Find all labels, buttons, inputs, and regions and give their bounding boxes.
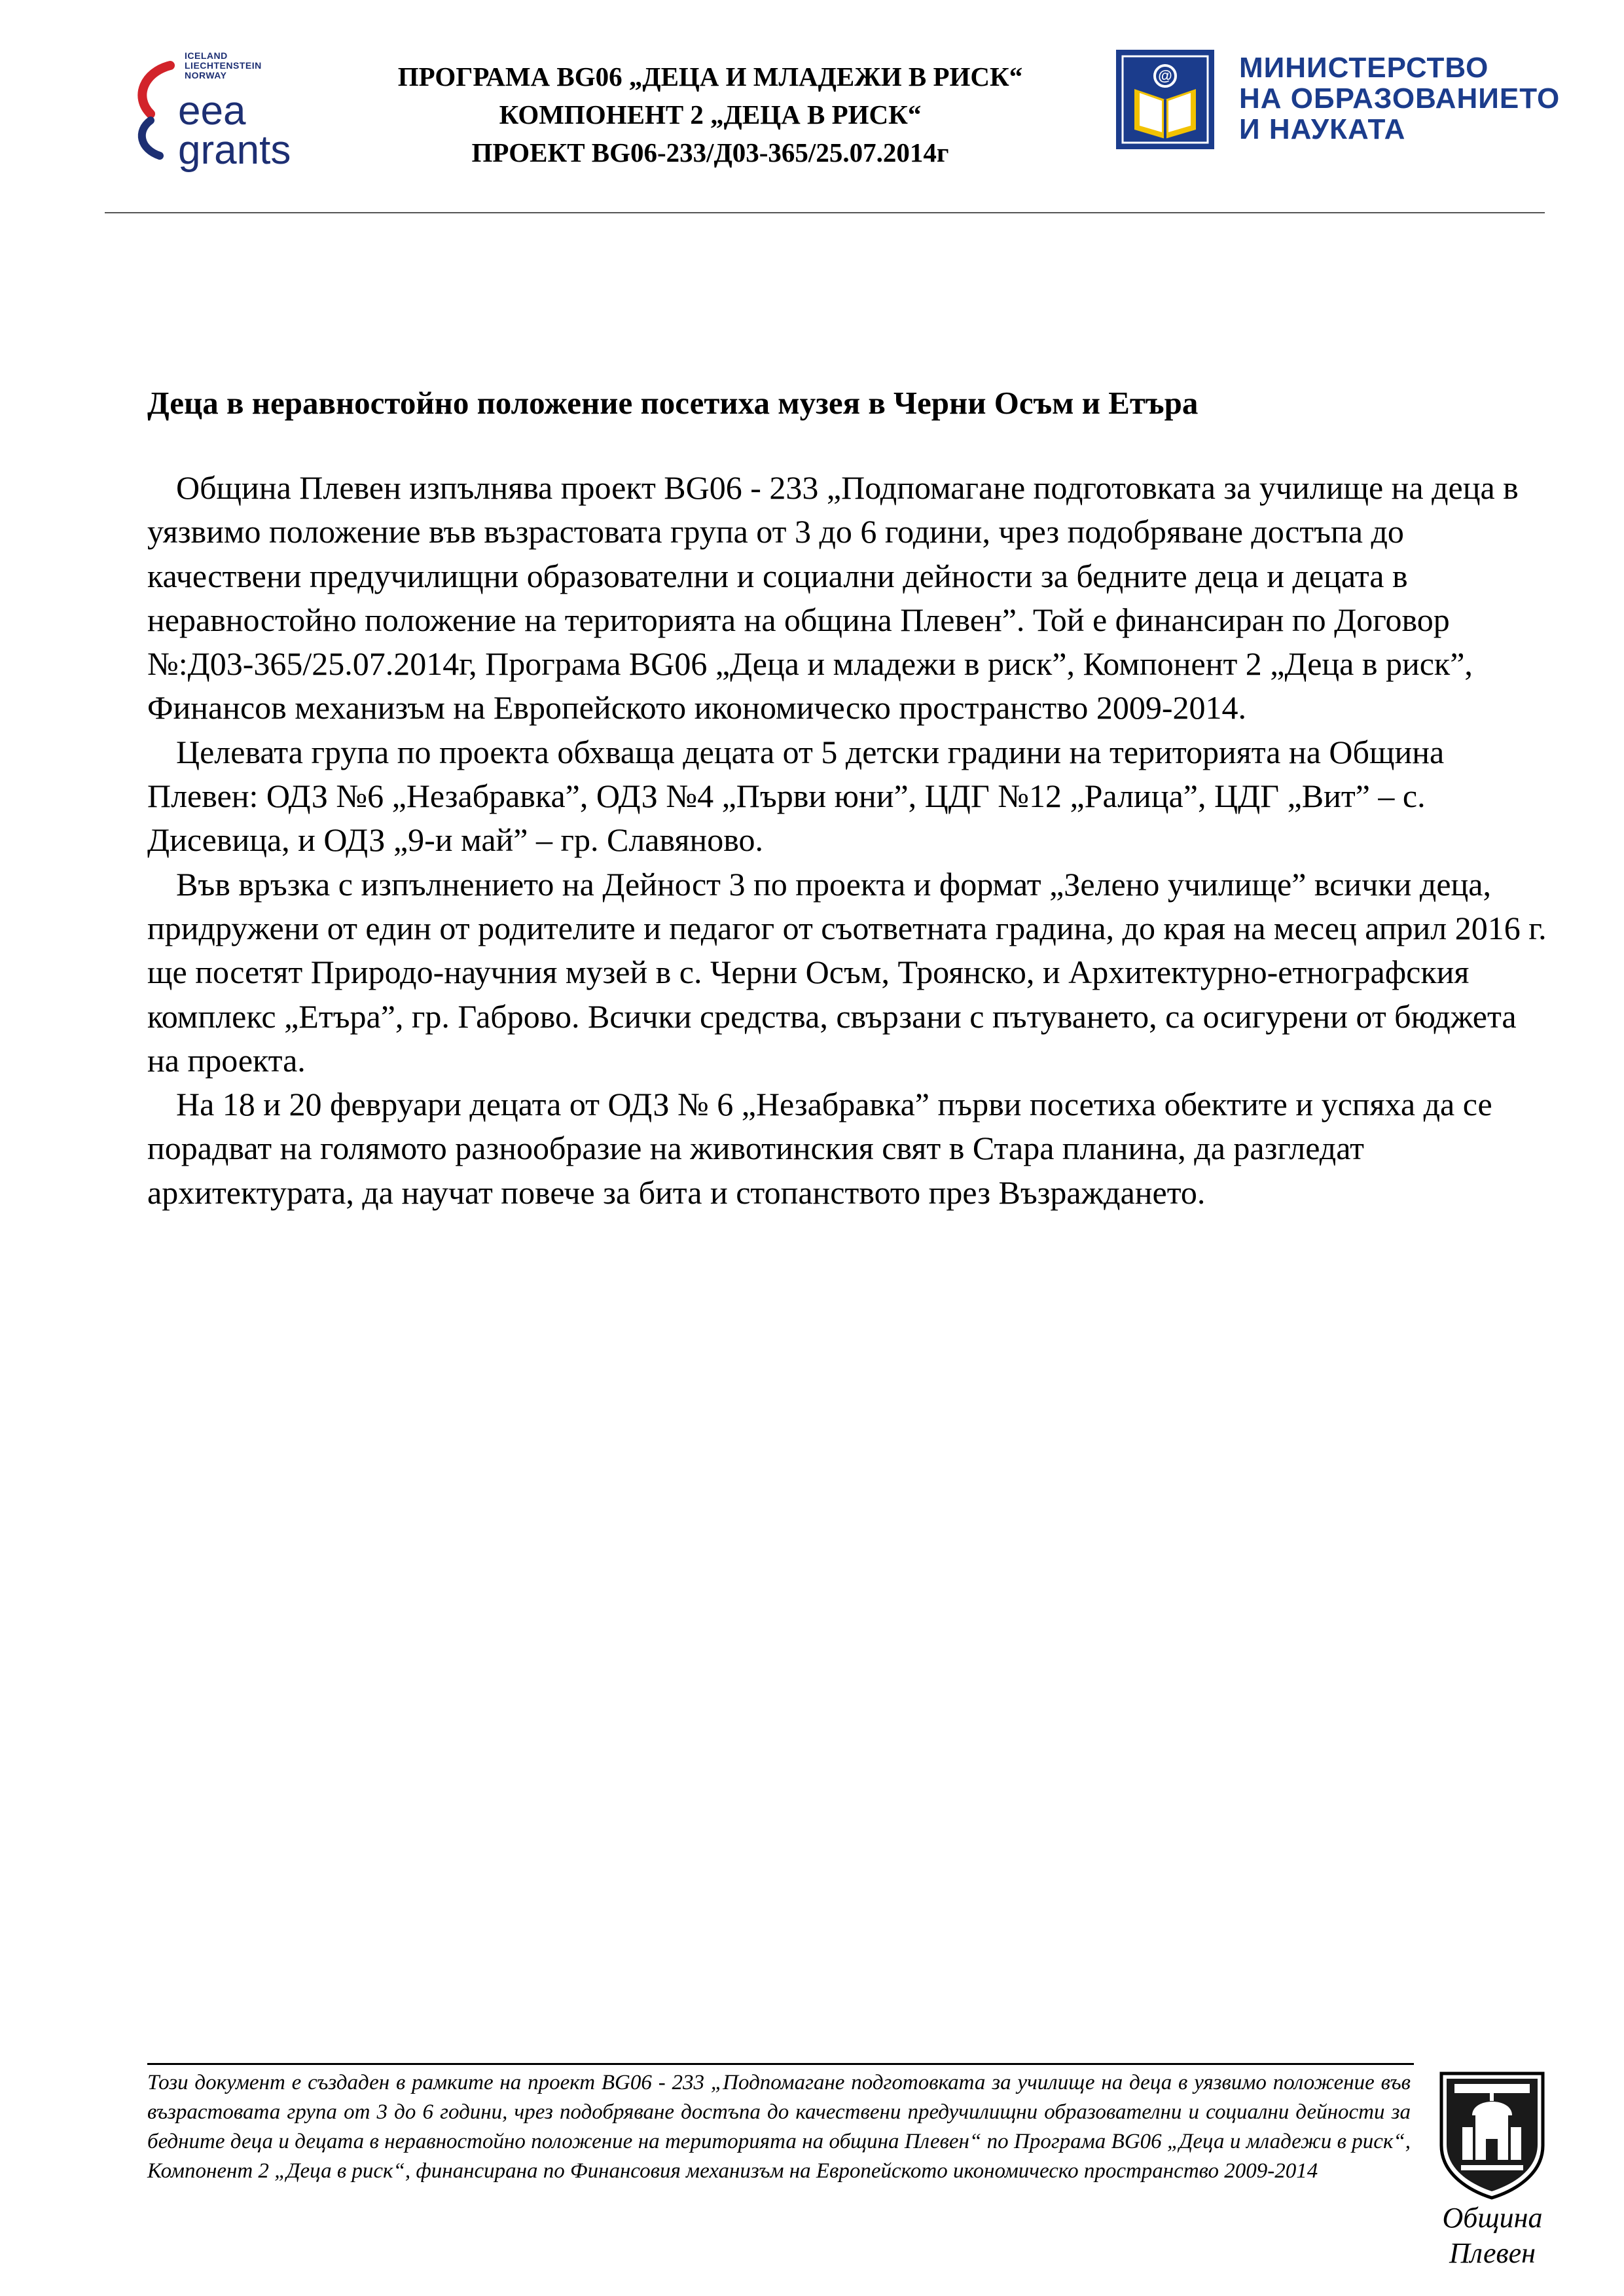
coat-caption-line: Плевен xyxy=(1449,2237,1536,2269)
article-paragraph: Община Плевен изпълнява проект BG06 - 233 „Подпомагане подготовката за училище на деца в уязвимо положение във възрастовата група от 3 до 6 години, чрез подобряване достъпа до качествени предучилищни образователни и социални дейности за бедните деца и децата в неравностойно положение на територията на община Плевен”. Той е финансиран по Договор №:Д03-365/25.07.2014г, Програма BG06 „Деца и младежи в риск”, Компонент 2 „Деца в риск”, Финансов механизъм на Европейското икономическо пространство 2009-2014. xyxy=(147,469,1519,726)
article-paragraph: На 18 и 20 февруари децата от ОДЗ № 6 „Незабравка” първи посетиха обектите и успяха да се порадват на голямото разнообразие на животинския свят в Стара планина, да разгледат архитектурата, да научат повече за бита и стопанството през Възраждането. xyxy=(147,1086,1492,1211)
article-title: Деца в неравностойно положение посетиха музея в Черни Осъм и Етъра xyxy=(147,385,1199,421)
eea-country: ICELAND xyxy=(185,50,228,61)
ministry-line: НА ОБРАЗОВАНИЕТО xyxy=(1239,82,1561,115)
component-line: КОМПОНЕНТ 2 „ДЕЦА В РИСК“ xyxy=(499,99,922,130)
program-header xyxy=(308,58,1113,171)
eea-word: eea xyxy=(178,88,246,134)
eea-country: NORWAY xyxy=(185,70,227,81)
eea-wordmark xyxy=(178,88,291,173)
ministry-name xyxy=(1239,52,1560,145)
ministry-line: МИНИСТЕРСТВО xyxy=(1239,52,1489,84)
footer-disclaimer: Този документ е създаден в рамките на проект BG06 - 233 „Подпомагане подготовката за училище на деца в уязвимо положение във възрастовата група от 3 до 6 години, чрез подобряване достъпа до качествени предучилищни образователни и социални дейности за бедните деца и децата в неравностойно положение на територията на община Плевен“ по Програма BG06 „Деца и младежи в риск“, Компонент 2 „Деца в риск“, финансирана по Финансовия механизъм на Европейското икономическо пространство 2009-2014 xyxy=(147,2071,1411,2183)
ministry-book-icon xyxy=(1116,50,1214,149)
eea-grants-logo xyxy=(131,50,321,173)
ministry-logo xyxy=(1116,50,1561,154)
article-paragraph: Целевата група по проекта обхваща децата от 5 детски градини на територията на Община Плевен: ОДЗ №6 „Незабравка”, ОДЗ №4 „Първи юни”, ЦДГ №12 „Ралица”, ЦДГ „Вит” – с. Дисевица, и ОДЗ „9-и май” – гр. Славяново. xyxy=(147,733,1445,859)
eea-countries xyxy=(185,51,262,81)
article-body xyxy=(147,466,1548,1215)
eea-country: LIECHTENSTEIN xyxy=(185,60,262,71)
coat-caption-line: Община xyxy=(1442,2202,1543,2234)
pleven-coat-of-arms-icon xyxy=(1435,2067,1549,2201)
program-line: ПРОГРАМА BG06 „ДЕЦА И МЛАДЕЖИ В РИСК“ xyxy=(397,62,1023,92)
header-divider xyxy=(105,212,1545,213)
ministry-line: И НАУКАТА xyxy=(1239,113,1406,145)
coat-caption xyxy=(1427,2200,1558,2271)
footer-divider xyxy=(147,2063,1414,2065)
grants-word: grants xyxy=(178,128,291,173)
project-line: ПРОЕКТ BG06-233/Д03-365/25.07.2014г xyxy=(471,137,949,168)
svg-text:@: @ xyxy=(1158,67,1172,84)
article-paragraph: Във връзка с изпълнението на Дейност 3 по проекта и формат „Зелено училище” всички деца, придружени от един от родителите и педагог от съответната градина, до края на месец април 2016 г. ще посетят Природо-научния музей в с. Черни Осъм, Троянско, и Архитектурно-етнографския комплекс „Етъра”, гр. Габрово. Всички средства, свързани с пътуването, са осигурени от бюджета на проекта. xyxy=(147,865,1547,1079)
eea-swirl-icon xyxy=(131,58,183,162)
